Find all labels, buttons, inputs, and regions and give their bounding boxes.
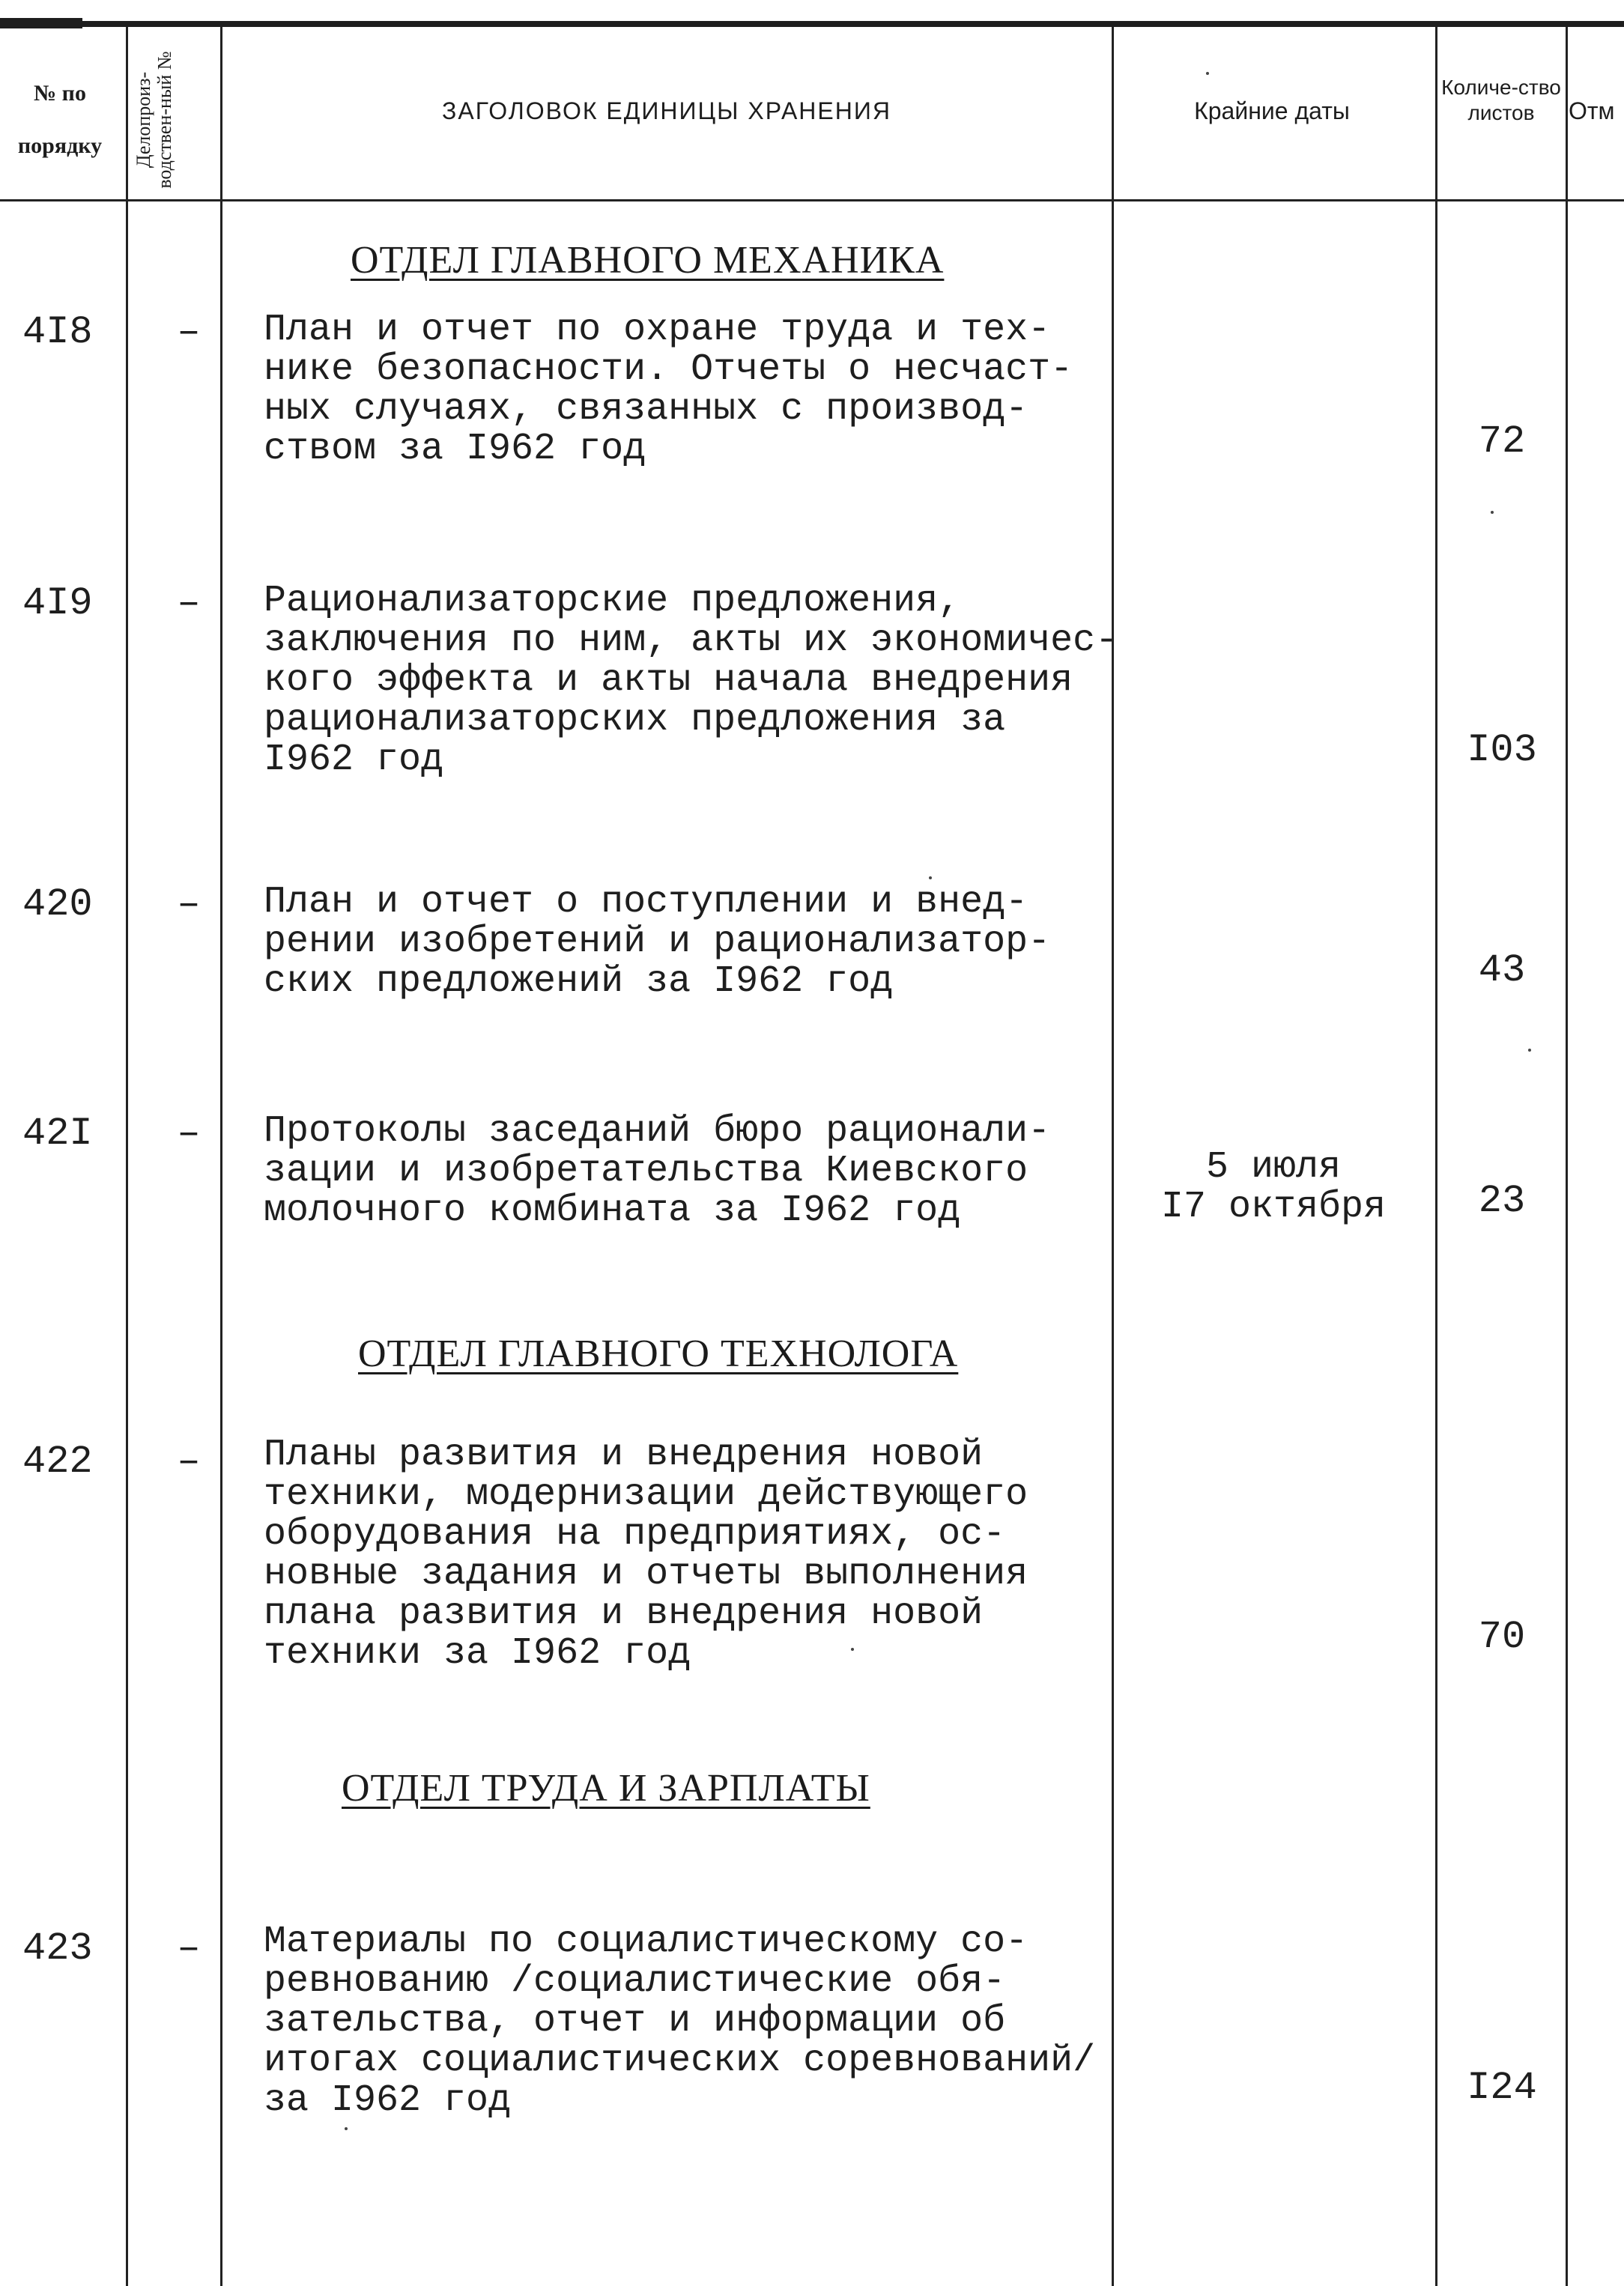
scan-speck: [345, 2127, 348, 2130]
row-case-number: –: [177, 1112, 201, 1156]
header-sheet-count: Количе-ство листов: [1441, 76, 1561, 124]
scan-speck: [1491, 511, 1494, 514]
column-divider-5: [1566, 27, 1568, 2286]
column-divider-1: [126, 27, 128, 2286]
row-title: Протоколы заседаний бюро рационали- зации и изобретательства Киевского молочного комбината за I962 год: [264, 1110, 1051, 1232]
header-case-number: Делопроиз-водствен-ный №: [133, 51, 175, 189]
scan-speck: [1528, 1049, 1531, 1052]
row-sheet-count: I24: [1467, 2066, 1537, 2110]
row-number: 423: [22, 1926, 93, 1971]
row-title: Планы развития и внедрения новой техники, модернизации действующего оборудования на предприятиях, ос- новные задания и отчеты выполнения плана развития и внедрения новой техники за I962 год: [264, 1434, 1028, 1675]
header-row-number: № по порядку: [17, 81, 103, 158]
scan-speck: [929, 876, 932, 879]
header-date-range: Крайние даты: [1194, 97, 1350, 124]
scan-speck: [1206, 72, 1209, 75]
header-unit-title: ЗАГОЛОВОК ЕДИНИЦЫ ХРАНЕНИЯ: [442, 97, 891, 124]
row-title: Материалы по социалистическому со- ревнованию /социалистические обя- зательства, отчет и информации об итогах социалистических соревнований/ за I962 год: [264, 1920, 1096, 2122]
row-number: 4I9: [22, 581, 93, 625]
row-title: План и отчет о поступлении и внед- рении изобретений и рационализатор- ских предложений за I962 год: [264, 881, 1051, 1003]
column-divider-4: [1435, 27, 1437, 2286]
scan-speck: [851, 1648, 854, 1651]
section-title: ОТДЕЛ ТРУДА И ЗАРПЛАТЫ: [342, 1767, 870, 1810]
row-date-range: 5 июля I7 октября: [1160, 1146, 1387, 1228]
row-case-number: –: [177, 581, 201, 625]
row-number: 42I: [22, 1112, 93, 1156]
row-sheet-count: 72: [1478, 419, 1526, 464]
row-number: 4I8: [22, 310, 93, 354]
section-title: ОТДЕЛ ГЛАВНОГО ТЕХНОЛОГА: [358, 1333, 959, 1375]
row-number: 422: [22, 1440, 93, 1484]
row-case-number: –: [177, 310, 201, 354]
row-sheet-count: 23: [1478, 1179, 1526, 1223]
row-sheet-count: 70: [1478, 1615, 1526, 1659]
row-sheet-count: I03: [1467, 728, 1537, 772]
row-title: Рационализаторские предложения, заключения по ним, акты их экономичес- кого эффекта и акты начала внедрения рационализаторских предложения за I962 год: [264, 580, 1118, 781]
row-case-number: –: [177, 1926, 201, 1971]
section-title: ОТДЕЛ ГЛАВНОГО МЕХАНИКА: [351, 239, 945, 282]
row-case-number: –: [177, 882, 201, 927]
header-notes: Отм: [1569, 97, 1615, 124]
top-border-rule-left: [0, 18, 82, 28]
header-bottom-rule: [0, 199, 1624, 201]
top-border-rule: [0, 21, 1624, 27]
row-title: План и отчет по охране труда и тех- нике безопасности. Отчеты о несчаст- ных случаях, связанных с производ- ством за I962 год: [264, 309, 1073, 470]
column-divider-2: [220, 27, 222, 2286]
row-number: 420: [22, 882, 93, 927]
row-sheet-count: 43: [1478, 948, 1526, 992]
row-case-number: –: [177, 1440, 201, 1484]
